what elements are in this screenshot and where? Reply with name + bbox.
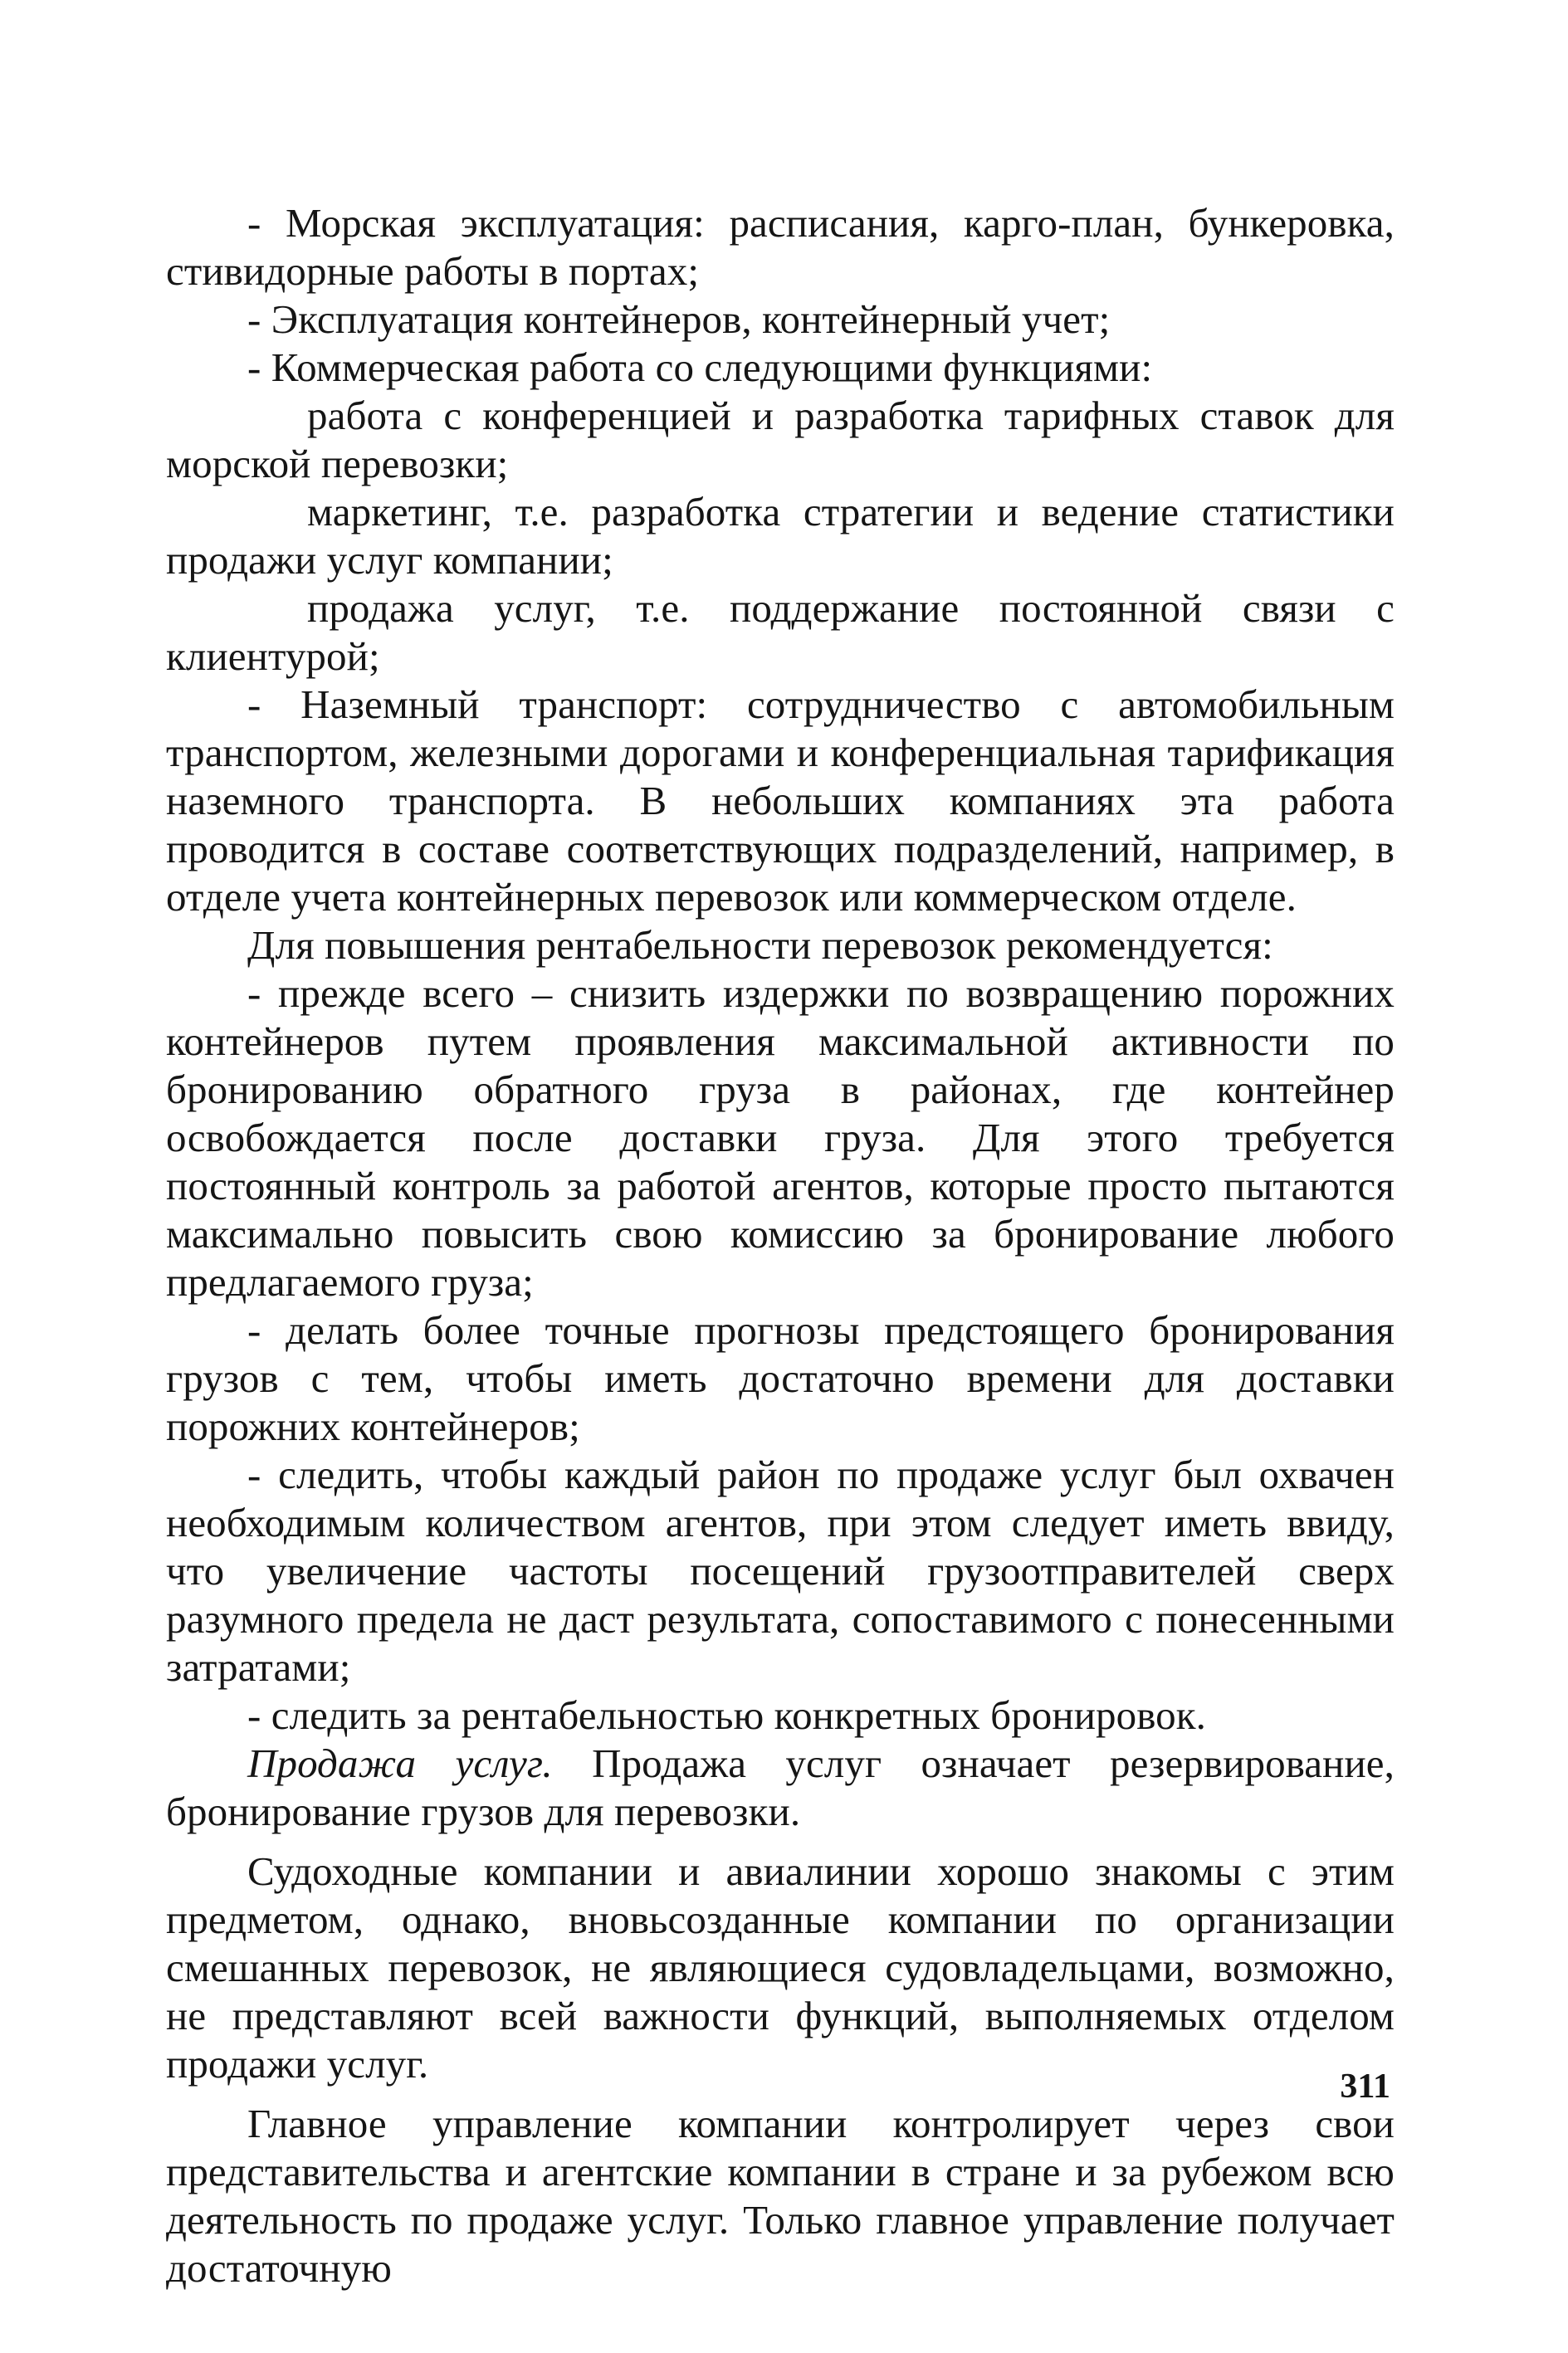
paragraph-head-office: Главное управление компании контролирует через свои представительства и агентские компании в стране и за рубежом всю деятельность по продаже услуг. Только главное управление получает достаточную: [166, 2101, 1395, 2291]
paragraph-profitability-intro: Для повышения рентабельности перевозок рекомендуется:: [247, 922, 1273, 968]
paragraph-booking-profitability: - следить за рентабельностью конкретных бронировок.: [247, 1692, 1206, 1738]
paragraph-shipping-companies: Судоходные компании и авиалинии хорошо знакомы с этим предметом, однако, вновьсозданные компании по организации смешанных перевозок, не являющиеся судовладельцами, возможно, не представляют всей важности функций, выполняемых отделом продажи услуг.: [166, 1848, 1395, 2087]
paragraph-booking-forecasts: - делать более точные прогнозы предстоящего бронирования грузов с тем, чтобы иметь достаточно времени для доставки порожних контейнеров;: [166, 1307, 1395, 1449]
paragraph-marine-operations: - Морская эксплуатация: расписания, карго-план, бункеровка, стивидорные работы в портах;: [166, 200, 1395, 294]
sales-heading: Продажа услуг.: [247, 1740, 553, 1786]
paragraph-land-transport: - Наземный транспорт: сотрудничество с автомобильным транспортом, железными дорогами и конференциальная тарификация наземного транспорта. В небольших компаниях эта работа проводится в составе соответствующих подразделений, например, в отделе учета контейнерных перевозок или коммерческом отделе.: [166, 681, 1395, 920]
paragraph-conference-tariffs: работа с конференцией и разработка тарифных ставок для морской перевозки;: [166, 393, 1395, 486]
sales-definition-text: Продажа услуг означает резервирование, бронирование грузов для перевозки.: [166, 1740, 1395, 1834]
paragraph-sales-contact: продажа услуг, т.е. поддержание постоянной связи с клиентурой;: [166, 585, 1395, 679]
paragraph-empty-containers: - прежде всего – снизить издержки по возвращению порожних контейнеров путем проявления максимальной активности по бронированию обратного груза в районах, где контейнер освобождается после доставки груза. Для этого требуется постоянный контроль за работой агентов, которые просто пытаются максимально повысить свою комиссию за бронирование любого предлагаемого груза;: [166, 970, 1395, 1305]
paragraph-sales-agents: - следить, чтобы каждый район по продаже услуг был охвачен необходимым количеством агентов, при этом следует иметь ввиду, что увеличение частоты посещений грузоотправителей сверх разумного предела не даст результата, сопоставимого с понесенными затратами;: [166, 1452, 1395, 1690]
document-text: [166, 199, 1395, 2292]
paragraph-commercial-work: - Коммерческая работа со следующими функциями:: [247, 344, 1153, 390]
paragraph-container-operations: - Эксплуатация контейнеров, контейнерный учет;: [247, 296, 1111, 342]
page-number: 311: [1340, 2067, 1390, 2106]
paragraph-sales-definition: [166, 1740, 1395, 1836]
paragraph-marketing: маркетинг, т.е. разработка стратегии и ведение статистики продажи услуг компании;: [166, 489, 1395, 583]
